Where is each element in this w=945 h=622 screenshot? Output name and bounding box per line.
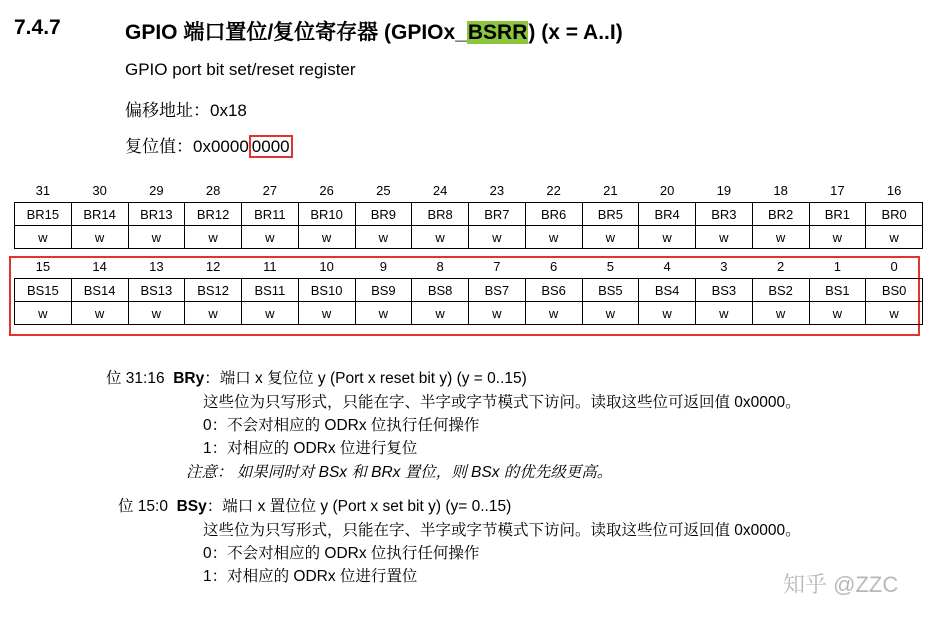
field-name: BS0 [866,279,923,302]
reset-value-b: 0000 [249,135,293,158]
bit-number: 18 [773,182,788,198]
field-name: BR7 [469,203,526,226]
br-desc-line-1: 这些位为只写形式，只能在字、半字或字节模式下访问。读取这些位可返回值 0x0000。 [203,394,801,411]
access-type: w [71,302,128,325]
field-name: BR8 [412,203,469,226]
bit-number: 21 [603,182,618,198]
field-name: BR15 [15,203,72,226]
access-type: w [525,226,582,249]
bit-number: 28 [205,182,221,198]
bs-field-title: ：端口 x 置位位 y (Port x set bit y) (y= 0..15) [206,498,512,515]
access-type: w [696,302,753,325]
field-name: BR4 [639,203,696,226]
field-name: BR5 [582,203,639,226]
field-name: BR9 [355,203,412,226]
field-name: BR10 [298,203,355,226]
bit-number: 30 [92,182,107,198]
field-name: BS2 [752,279,809,302]
access-type: w [752,302,809,325]
register-title [125,16,623,46]
access-type: w [866,302,923,325]
field-name: BS15 [15,279,72,302]
bit-number: 27 [262,182,278,198]
bit-number: 9 [379,258,387,274]
access-type: w [639,302,696,325]
access-type: w [582,226,639,249]
offset-label: 偏移地址： [125,101,210,120]
access-type: w [809,226,866,249]
br-field-name: BRy [173,370,205,387]
access-type: w [696,226,753,249]
bit-number: 4 [663,258,671,274]
bit-number: 19 [716,182,732,198]
bit-number: 1 [833,258,841,274]
bit-number: 11 [263,258,277,274]
watermark: 知乎 @ZZC [783,572,899,597]
field-name: BR3 [696,203,753,226]
bit-number: 2 [777,258,785,274]
access-type: w [469,302,526,325]
access-type: w [582,302,639,325]
field-name: BR2 [752,203,809,226]
register-subtitle: GPIO port bit set/reset register [125,60,356,79]
access-type: w [355,226,412,249]
br-description-heading [106,366,527,388]
access-type: w [412,302,469,325]
field-name: BR0 [866,203,923,226]
bit-number-row [15,178,923,203]
field-name: BR1 [809,203,866,226]
access-type: w [15,302,72,325]
title-prefix: GPIO 端口置位/复位寄存器 (GPIOx_ [125,21,467,44]
register-table-low [14,254,923,325]
bs-bits: 位 15:0 [118,498,168,515]
offset-value: 0x18 [210,101,247,120]
field-row [15,203,923,226]
bit-number-row [15,254,923,279]
field-name: BS13 [128,279,185,302]
bit-number: 23 [489,182,505,198]
access-type: w [809,302,866,325]
bs-desc-line-1: 这些位为只写形式，只能在字、半字或字节模式下访问。读取这些位可返回值 0x0000。 [203,522,801,539]
bit-number: 6 [550,258,558,274]
field-name: BR12 [185,203,242,226]
access-type: w [355,302,412,325]
access-type: w [639,226,696,249]
bit-number: 5 [606,258,614,274]
access-type: w [185,302,242,325]
bit-number: 12 [205,258,221,274]
field-name: BR14 [71,203,128,226]
field-name: BR6 [525,203,582,226]
bit-number: 10 [319,258,334,274]
field-name: BS9 [355,279,412,302]
access-type: w [128,302,185,325]
bs-description-heading [118,494,511,516]
field-name: BS4 [639,279,696,302]
register-table-high [14,178,923,249]
field-name: BS14 [71,279,128,302]
offset-address [125,96,247,121]
bit-number: 13 [149,258,164,274]
access-type: w [752,226,809,249]
bit-number: 14 [92,258,107,274]
bs-field-name: BSy [176,498,207,515]
access-type: w [525,302,582,325]
bit-number: 22 [546,182,561,198]
access-type: w [469,226,526,249]
bit-number: 7 [493,258,501,274]
field-name: BS7 [469,279,526,302]
br-bits: 位 31:16 [106,370,165,387]
reset-value-a: 0x0000 [193,137,249,156]
access-type: w [298,226,355,249]
access-row [15,302,923,325]
field-name: BS12 [185,279,242,302]
bit-number: 29 [149,182,164,198]
bit-number: 24 [432,182,448,198]
field-name: BS8 [412,279,469,302]
access-type: w [242,302,299,325]
bit-number: 16 [886,182,902,198]
bit-number: 17 [830,182,845,198]
br-note: 注意： 如果同时对 BSx 和 BRx 置位，则 BSx 的优先级更高。 [186,464,613,481]
access-type: w [242,226,299,249]
bit-number: 25 [376,182,391,198]
access-type: w [185,226,242,249]
field-name: BS1 [809,279,866,302]
bit-number: 8 [436,258,444,274]
field-name: BS11 [242,279,299,302]
bit-number: 26 [319,182,334,198]
section-number: 7.4.7 [14,16,61,39]
bit-number: 0 [890,258,898,274]
title-highlight: BSRR [467,21,528,44]
access-type: w [412,226,469,249]
field-name: BR13 [128,203,185,226]
br-field-title: ：端口 x 复位位 y (Port x reset bit y) (y = 0..15) [204,370,527,387]
access-type: w [71,226,128,249]
reset-value [125,132,293,157]
title-suffix: ) (x = A..I) [528,21,623,44]
access-row [15,226,923,249]
br-desc-line-3: 1：对相应的 ODRx 位进行复位 [203,440,418,457]
field-name: BS6 [525,279,582,302]
field-name: BS3 [696,279,753,302]
br-desc-line-2: 0：不会对相应的 ODRx 位执行任何操作 [203,417,480,434]
access-type: w [15,226,72,249]
field-name: BS10 [298,279,355,302]
access-type: w [298,302,355,325]
field-name: BR11 [242,203,299,226]
access-type: w [128,226,185,249]
bit-number: 3 [720,258,728,274]
bit-number: 15 [35,258,51,274]
reset-label: 复位值： [125,137,193,156]
bit-number: 20 [659,182,675,198]
bs-desc-line-3: 1：对相应的 ODRx 位进行置位 [203,568,418,585]
bit-number: 31 [35,182,51,198]
access-type: w [866,226,923,249]
bs-desc-line-2: 0：不会对相应的 ODRx 位执行任何操作 [203,545,480,562]
field-name: BS5 [582,279,639,302]
field-row [15,279,923,302]
